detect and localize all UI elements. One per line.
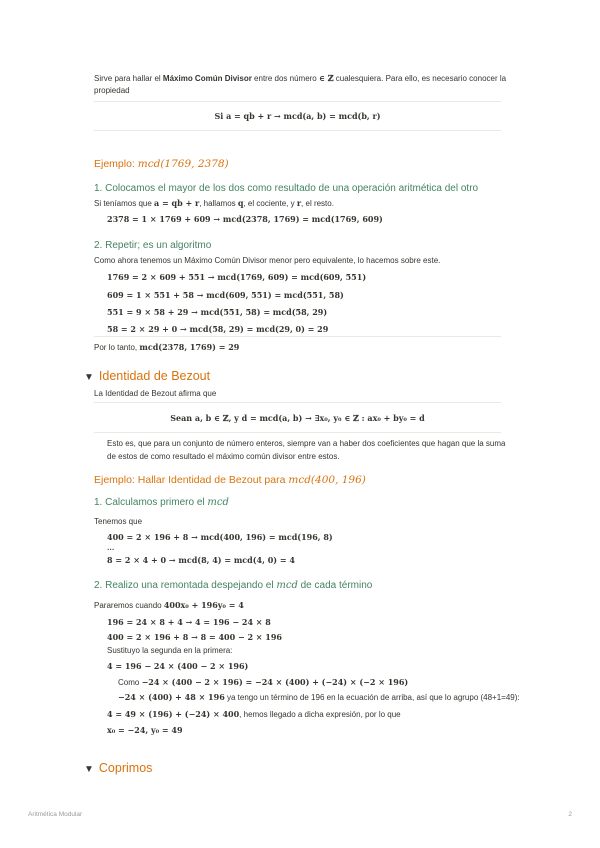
bezout-desc-2: de estos de como resultado el máximo común divisor entre estos.: [107, 452, 340, 461]
bezout-step1-text: Tenemos que: [94, 517, 143, 526]
bezout-step2-eq: 400 = 2 × 196 + 8 → 8 = 400 − 2 × 196: [107, 632, 282, 642]
step2-equation: 609 = 1 × 551 + 58 → mcd(609, 551) = mcd(551, 58): [107, 290, 344, 300]
step2-equation: 58 = 2 × 29 + 0 → mcd(58, 29) = mcd(29, 0) = 29: [107, 324, 329, 334]
bezout-stop-text: Pararemos cuando 400x₀ + 196y₀ = 4: [94, 600, 244, 610]
intro-line-1: Sirve para hallar el Máximo Común Divisor entre dos número ∈ ℤ cualesquiera. Para ello, es necesario conocer la: [94, 73, 507, 83]
bezout-step1-eq: 400 = 2 × 196 + 8 → mcd(400, 196) = mcd(196, 8): [107, 532, 333, 542]
conclusion: Por lo tanto, mcd(2378, 1769) = 29: [94, 342, 240, 352]
footer-title: Aritmética Modular: [28, 811, 83, 818]
example1-heading: Ejemplo: mcd(1769, 2378): [94, 158, 229, 170]
bezout-step2-eq: 196 = 24 × 8 + 4 → 4 = 196 − 24 × 8: [107, 617, 271, 627]
divider: [94, 130, 501, 131]
step2-equation: 1769 = 2 × 609 + 551 → mcd(1769, 609) = mcd(609, 551): [107, 272, 367, 282]
ellipsis: ...: [107, 543, 115, 552]
step2-equation: 551 = 9 × 58 + 29 → mcd(551, 58) = mcd(58, 29): [107, 307, 328, 317]
triangle-down-icon[interactable]: ▼: [84, 764, 94, 775]
step1-heading: 1. Colocamos el mayor de los dos como resultado de una operación aritmética del otro: [94, 183, 479, 194]
bezout-formula: Sean a, b ∈ ℤ, y d = mcd(a, b) → ∃x₀, y₀ ∈ ℤ : ax₀ + by₀ = d: [170, 413, 425, 423]
bezout-toggle-heading[interactable]: ▼ Identidad de Bezout: [84, 369, 211, 383]
step2-heading: 2. Repetir; es un algoritmo: [94, 240, 212, 251]
step1-text: Si teníamos que a = qb + r, hallamos q, el cociente, y r, el resto.: [94, 198, 334, 208]
bezout-subst-text: Sustituyo la segunda en la primera:: [107, 646, 233, 655]
intro-line-2: propiedad: [94, 86, 130, 95]
divider: [94, 432, 501, 433]
bezout-step1-eq: 8 = 2 × 4 + 0 → mcd(8, 4) = mcd(4, 0) = 4: [107, 555, 295, 565]
triangle-down-icon[interactable]: ▼: [84, 372, 94, 383]
step2-text: Como ahora tenemos un Máximo Común Divisor menor pero equivalente, lo hacemos sobre este.: [94, 256, 441, 265]
divider: [94, 402, 501, 403]
example2-heading: Ejemplo: Hallar Identidad de Bezout para mcd(400, 196): [94, 474, 366, 486]
bezout-text: La Identidad de Bezout afirma que: [94, 389, 217, 398]
bezout-step2-eq: 4 = 196 − 24 × (400 − 2 × 196): [107, 661, 249, 671]
bezout-final-line: 4 = 49 × (196) + (−24) × 400, hemos llegado a dicha expresión, por lo que: [107, 709, 401, 719]
bezout-result: x₀ = −24, y₀ = 49: [107, 725, 183, 735]
intro-formula: Si a = qb + r → mcd(a, b) = mcd(b, r): [214, 111, 381, 121]
bezout-group-line: −24 × (400) + 48 × 196 ya tengo un término de 196 en la ecuación de arriba, así que lo agrupo (48+1=49):: [118, 692, 520, 702]
step1-equation: 2378 = 1 × 1769 + 609 → mcd(2378, 1769) = mcd(1769, 609): [107, 214, 383, 224]
page-number: 2: [568, 811, 572, 818]
divider: [94, 101, 501, 102]
divider: [94, 336, 501, 337]
bezout-desc-1: Esto es, que para un conjunto de número enteros, siempre van a haber dos coeficientes que hagan que la suma: [107, 439, 506, 448]
coprimos-toggle-heading[interactable]: ▼ Coprimos: [84, 761, 153, 775]
bezout-como-line: Como −24 × (400 − 2 × 196) = −24 × (400) + (−24) × (−2 × 196): [118, 677, 409, 687]
bezout-step2-heading: 2. Realizo una remontada despejando el mcd de cada término: [94, 580, 373, 591]
bezout-step1-heading: 1. Calculamos primero el mcd: [94, 497, 229, 508]
